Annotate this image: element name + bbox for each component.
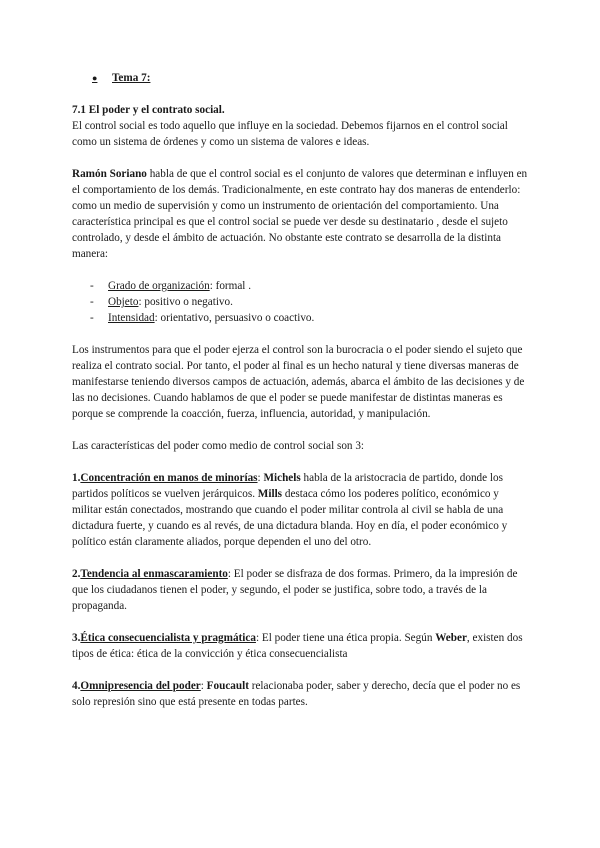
list-term: Intensidad (108, 312, 155, 324)
point-number: 4. (72, 680, 81, 692)
point-title: Concentración en manos de minorías (80, 472, 258, 484)
author-name: Ramón Soriano (72, 168, 147, 180)
section-7-1 (72, 102, 528, 150)
point-text: : (257, 472, 264, 484)
list-item (90, 294, 528, 310)
characteristics-intro: Las características del poder como medio de control social son 3: (72, 440, 365, 452)
dash-marker: - (90, 296, 94, 308)
point-text: : (200, 680, 207, 692)
list-text: : orientativo, persuasivo o coactivo. (154, 312, 315, 324)
list-text: : formal . (209, 280, 252, 292)
point-3 (72, 630, 528, 662)
point-number: 2. (72, 568, 81, 580)
point-text: : El poder se disfraza de dos formas. Primero, da la impresión de que los ciudadanos tienen el poder, y segundo, el poder se justifica, sobre todo, a través de la propaganda. (72, 568, 518, 612)
list-item (90, 310, 528, 326)
list-term: Objeto (108, 296, 139, 308)
point-1 (72, 470, 528, 550)
list-text: : positivo o negativo. (138, 296, 233, 308)
paragraph-text: habla de que el control social es el conjunto de valores que determinan e influyen en el comportamiento de los demás. Tradicionalmente, en este contrato hay dos maneras de entenderlo: como un medio de supervisión y como un instrumento de orientación del comportamiento. Una característica principal es que el control social se puede ver desde su destinatario , desde el sujeto controlado, y desde el ámbito de actuación. No obstante este contrato se desarrolla de la distinta manera: (72, 168, 528, 260)
topic-label: Tema 7: (112, 72, 151, 84)
point-title: Tendencia al enmascaramiento (80, 568, 228, 580)
point-text: habla de la aristocracia de partido, donde los partidos políticos se vuelven jerárquicos. (72, 472, 503, 500)
list-item (90, 278, 528, 294)
point-text: destaca cómo los poderes político, económico y militar están conectados, mostrando que cuando el poder militar controla al civil se habla de una dictadura fuerte, y cuando es al revés, de una dictadura blanda. Hoy en día, el poder económico y político están claramente aliados, porque dependen el uno del otro. (72, 488, 508, 548)
classification-list (72, 278, 528, 326)
point-text: , existen dos tipos de ética: ética de la convicción y ética consecuencialista (72, 632, 523, 660)
point-text: relacionaba poder, saber y derecho, decía que el poder no es solo represión sino que está presente en todas partes. (72, 680, 521, 708)
author-name: Weber (435, 632, 467, 644)
author-name: Mills (257, 488, 283, 500)
section-title: 7.1 El poder y el contrato social. (72, 104, 225, 116)
point-title: Ética consecuencialista y pragmática (80, 632, 256, 644)
point-title: Omnipresencia del poder (80, 680, 201, 692)
point-4 (72, 678, 528, 710)
soriano-paragraph (72, 166, 528, 262)
list-term: Grado de organización (108, 280, 210, 292)
author-name: Michels (263, 472, 301, 484)
point-number: 1. (72, 472, 81, 484)
instruments-paragraph: Los instrumentos para que el poder ejerza el control son la burocracia o el poder siendo el sujeto que realiza el contrato social. Por tanto, el poder al final es un hecho natural y tiene diversas maneras de manifestarse teniendo diversos campos de actuación, además, abarca el ámbito de las decisiones y de las no decisiones. Cuando hablamos de que el poder se puede manifestar de distintas maneras es porque se comprende la coacción, fuerza, influencia, autoridad, y manipulación. (72, 344, 525, 420)
section-intro: El control social es todo aquello que influye en la sociedad. Debemos fijarnos en el control social como un sistema de órdenes y como un sistema de valores e ideas. (72, 120, 508, 148)
dash-marker: - (90, 280, 94, 292)
dash-marker: - (90, 312, 94, 324)
point-number: 3. (72, 632, 81, 644)
point-2 (72, 566, 528, 614)
topic-heading (92, 70, 528, 86)
point-text: : El poder tiene una ética propia. Según (255, 632, 436, 644)
author-name: Foucault (206, 680, 249, 692)
bullet-icon: ● (92, 73, 98, 83)
